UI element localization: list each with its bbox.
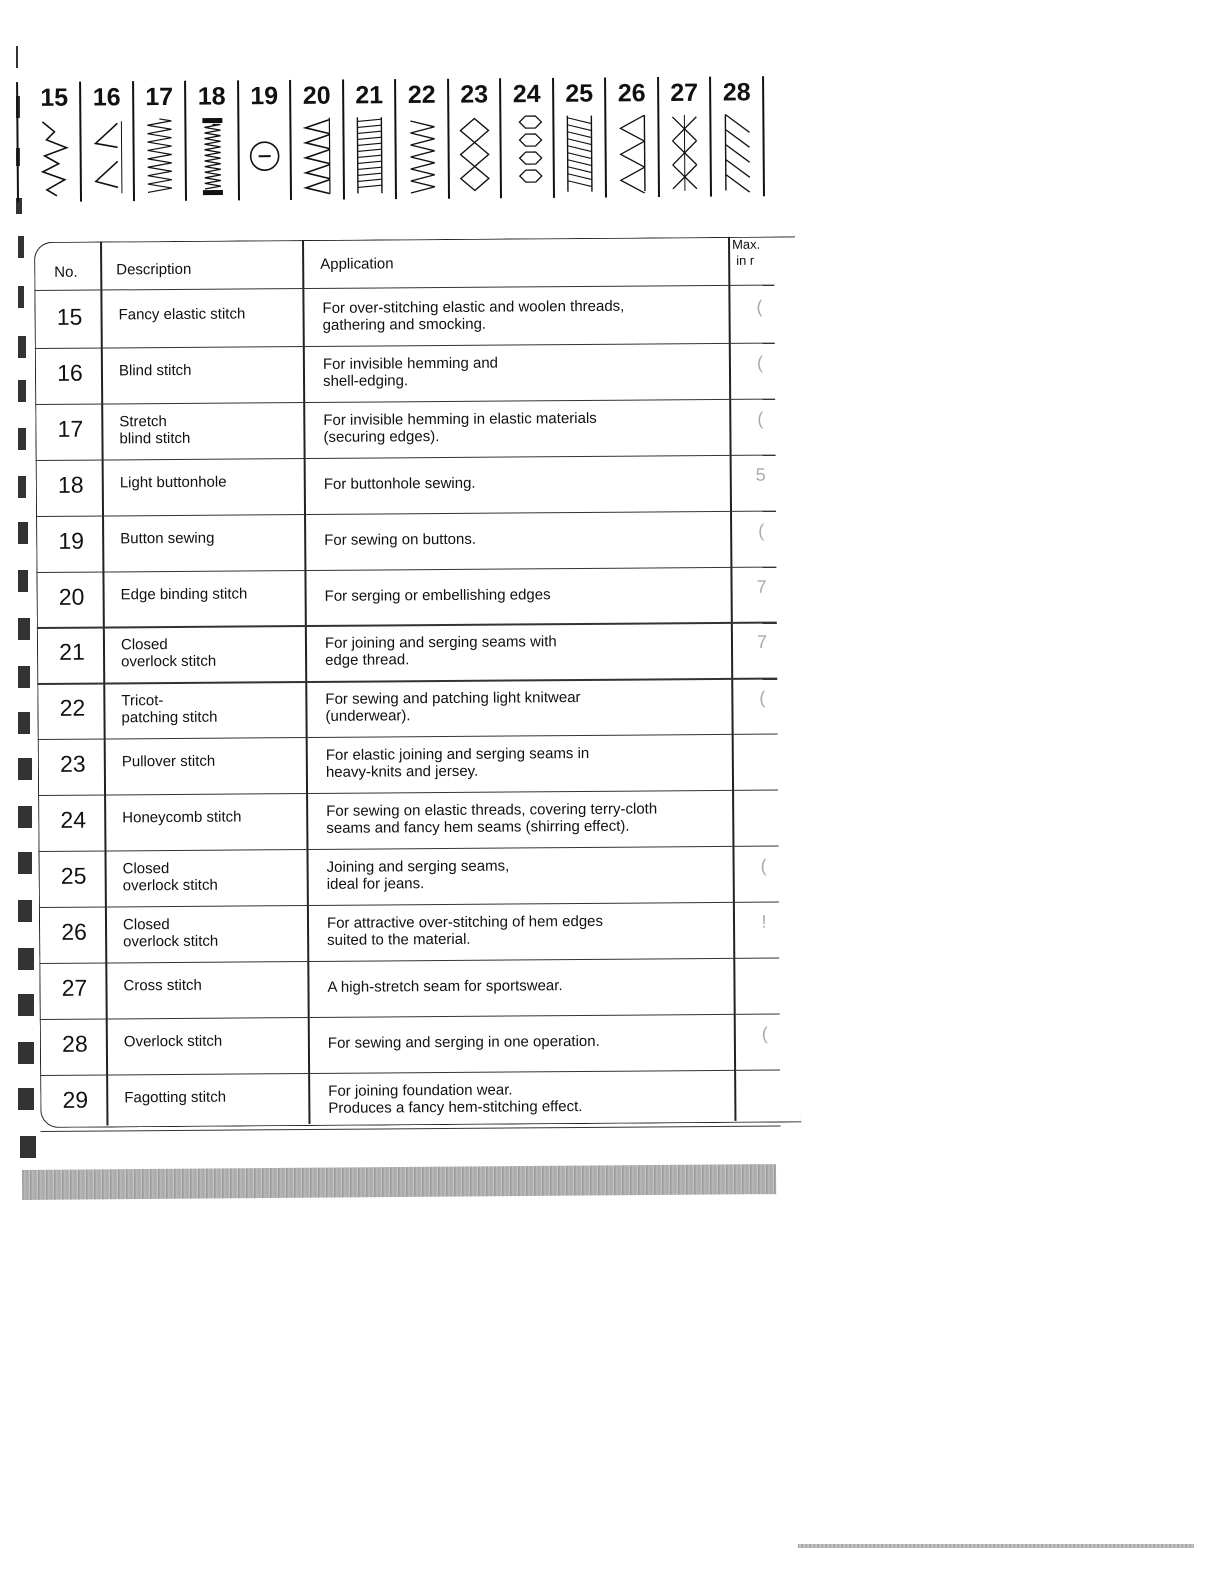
stitch-number: 28 <box>722 78 751 107</box>
stitch-description <box>121 635 301 670</box>
max-value: 5 <box>755 464 766 485</box>
header-no: No. <box>54 263 78 281</box>
stitch-number: 18 <box>197 82 226 111</box>
application-line: For buttonhole sewing. <box>323 474 476 493</box>
table-row <box>40 1069 780 1130</box>
description-line: Fancy elastic stitch <box>118 305 246 324</box>
stitch-description <box>118 305 298 323</box>
stitch-description <box>119 412 299 447</box>
stitch-number: 26 <box>617 79 646 108</box>
max-value: ! <box>761 911 767 932</box>
stitch-description <box>122 808 302 826</box>
description-line: overlock stitch <box>121 653 217 671</box>
stitch-description <box>121 691 301 726</box>
stitch-description <box>124 1032 304 1050</box>
stitch-header-col <box>395 71 448 201</box>
stitch-header-col <box>658 69 711 199</box>
table-row <box>36 510 776 571</box>
binding-mark <box>18 758 32 780</box>
stitch-pattern-icon <box>351 115 388 195</box>
stitch-description <box>123 915 303 950</box>
max-value: ( <box>756 352 763 373</box>
application-line: For attractive over-stitching of hem edges <box>326 912 604 932</box>
binding-mark <box>18 948 34 970</box>
application-line: suited to the material. <box>327 930 471 949</box>
binding-mark <box>16 46 18 68</box>
description-line: Pullover stitch <box>121 752 216 771</box>
stitch-application <box>324 472 744 492</box>
scan-edge-line <box>798 1544 1194 1548</box>
stitch-application <box>326 800 746 837</box>
stitch-number: 22 <box>407 80 436 110</box>
stitch-pattern-icon <box>666 113 703 193</box>
stitch-no: 22 <box>59 694 86 722</box>
table-row <box>38 734 778 795</box>
max-value: ( <box>758 520 765 541</box>
binding-mark <box>18 900 32 922</box>
stitch-pattern-icon <box>299 116 336 196</box>
stitch-pattern-icon <box>404 115 441 195</box>
stitch-description <box>124 1088 304 1106</box>
description-line: Fagotting stitch <box>124 1088 227 1106</box>
description-line: Light buttonhole <box>119 473 227 492</box>
stitch-application <box>325 632 745 669</box>
stitch-no: 20 <box>58 583 85 610</box>
stitch-number: 17 <box>145 82 174 112</box>
binding-mark <box>18 380 26 402</box>
stitch-number: 21 <box>355 81 384 110</box>
application-line: For joining and serging seams with <box>324 633 557 653</box>
stitch-application <box>326 744 746 781</box>
application-line: For serging or embellishing edges <box>324 585 551 605</box>
binding-mark <box>18 236 24 258</box>
stitch-pattern-icon <box>246 116 283 196</box>
max-value: ( <box>761 1023 768 1044</box>
max-value: ( <box>757 408 764 429</box>
description-line: Closed <box>120 636 168 654</box>
max-value: ( <box>759 687 766 708</box>
stitch-number: 24 <box>512 79 541 109</box>
stitch-table <box>34 235 780 1126</box>
binding-mark <box>18 1042 34 1064</box>
application-line: shell-edging. <box>322 372 409 390</box>
stitch-no: 26 <box>61 918 87 945</box>
application-line: (securing edges). <box>323 427 440 446</box>
stitch-number: 27 <box>670 78 699 107</box>
stitch-pattern-icon <box>509 114 546 194</box>
description-line: Overlock stitch <box>123 1032 223 1051</box>
stitch-pattern-icon <box>36 118 73 198</box>
table-row <box>34 287 774 348</box>
stitch-application <box>323 353 743 390</box>
table-row <box>37 678 777 739</box>
stitch-pattern-icon <box>89 117 126 197</box>
application-line: Produces a fancy hem-stitching effect. <box>328 1097 583 1117</box>
application-line: A high-stretch seam for sportswear. <box>327 976 563 996</box>
stitch-header-col <box>133 73 186 203</box>
stitch-number: 25 <box>565 79 594 108</box>
table-row <box>36 566 776 627</box>
stitch-header-col <box>710 68 763 198</box>
application-line: Joining and serging seams, <box>326 857 510 876</box>
stitch-application <box>322 297 742 334</box>
stitch-header-col <box>185 72 238 202</box>
stitch-number: 19 <box>250 82 279 111</box>
stitch-description <box>122 752 302 770</box>
application-line: seams and fancy hem seams (shirring effect). <box>326 817 630 837</box>
description-line: Closed <box>122 915 170 934</box>
application-line: ideal for jeans. <box>326 875 425 893</box>
binding-mark <box>18 476 26 498</box>
stitch-pattern-header <box>28 68 759 204</box>
binding-mark <box>18 1088 34 1110</box>
stitch-pattern-icon <box>141 117 178 197</box>
header-max-line1: Max. <box>731 236 761 252</box>
page-footer-band <box>22 1164 776 1200</box>
stitch-pattern-icon <box>719 112 756 192</box>
header-max-line2: in r <box>736 252 755 268</box>
table-row <box>38 790 778 851</box>
application-line: For sewing and serging in one operation. <box>327 1032 600 1052</box>
stitch-header-col <box>553 69 606 199</box>
stitch-number: 20 <box>302 81 331 110</box>
description-line: overlock stitch <box>123 932 219 951</box>
binding-mark <box>18 522 28 544</box>
stitch-no: 27 <box>61 974 88 1001</box>
stitch-application <box>323 409 743 446</box>
binding-mark <box>18 666 30 688</box>
stitch-pattern-icon <box>194 116 231 196</box>
column-separator <box>762 76 765 196</box>
stitch-description <box>123 859 303 894</box>
application-line: edge thread. <box>325 651 410 670</box>
binding-mark <box>18 428 26 450</box>
table-row <box>38 846 778 907</box>
stitch-application <box>328 1079 748 1116</box>
binding-mark <box>18 286 24 308</box>
stitch-header-col <box>605 69 658 199</box>
description-line: blind stitch <box>119 429 191 448</box>
table-row <box>39 957 779 1018</box>
stitch-no: 18 <box>57 471 84 498</box>
stitch-number: 23 <box>460 80 489 109</box>
description-line: Button sewing <box>120 529 215 547</box>
stitch-pattern-icon <box>614 113 651 193</box>
stitch-description <box>121 585 301 603</box>
stitch-no: 28 <box>61 1030 88 1057</box>
application-line: For elastic joining and serging seams in <box>325 745 590 765</box>
table-row <box>35 342 775 403</box>
application-line: For joining foundation wear. <box>328 1081 513 1100</box>
stitch-description <box>120 529 300 547</box>
stitch-description <box>123 976 303 994</box>
header-application: Application <box>320 255 394 273</box>
binding-mark <box>18 570 28 592</box>
table-row <box>37 622 777 683</box>
stitch-description <box>119 361 299 379</box>
stitch-no: 29 <box>62 1086 89 1113</box>
stitch-pattern-icon <box>561 114 598 194</box>
stitch-application <box>328 1031 748 1051</box>
stitch-application <box>327 912 747 949</box>
stitch-no: 17 <box>57 415 84 442</box>
application-line: (underwear). <box>325 707 411 726</box>
stitch-number: 16 <box>92 83 121 112</box>
description-line: overlock stitch <box>122 876 218 895</box>
description-line: Tricot- <box>121 692 164 710</box>
stitch-header-col <box>28 74 81 204</box>
description-line: Blind stitch <box>118 361 192 380</box>
stitch-no: 24 <box>60 806 87 833</box>
stitch-no: 16 <box>57 359 83 386</box>
stitch-no: 25 <box>60 862 87 889</box>
stitch-application <box>324 528 744 548</box>
application-line: For sewing and patching light knitwear <box>325 689 581 709</box>
application-line: For invisible hemming in elastic materials <box>323 409 597 429</box>
description-line: Stretch <box>119 412 167 431</box>
max-value: ( <box>756 296 763 317</box>
table-row <box>35 398 775 459</box>
binding-mark <box>18 336 26 358</box>
binding-mark <box>18 852 32 874</box>
stitch-pattern-icon <box>456 114 493 194</box>
application-line: For over-stitching elastic and woolen threads, <box>322 297 625 317</box>
description-line: patching stitch <box>121 708 218 727</box>
description-line: Cross stitch <box>123 976 202 995</box>
stitch-application <box>327 856 747 893</box>
stitch-application <box>327 976 747 996</box>
description-line: Closed <box>122 860 170 878</box>
max-value: 7 <box>756 576 767 597</box>
stitch-no: 21 <box>59 639 85 666</box>
stitch-description <box>120 473 300 491</box>
application-line: heavy-knits and jersey. <box>325 762 479 782</box>
stitch-application <box>325 688 745 725</box>
application-line: For sewing on buttons. <box>324 530 477 549</box>
stitch-header-col <box>290 72 343 202</box>
max-value: ( <box>760 855 767 876</box>
table-row <box>40 1013 780 1074</box>
stitch-header-col <box>238 72 291 202</box>
table-row <box>39 901 779 962</box>
application-line: For sewing on elastic threads, covering terry-cloth <box>326 800 658 820</box>
binding-mark <box>18 618 30 640</box>
stitch-no: 19 <box>58 527 85 554</box>
stitch-no: 15 <box>56 303 83 330</box>
header-description: Description <box>116 260 192 279</box>
max-value: 7 <box>756 632 768 653</box>
description-line: Edge binding stitch <box>120 584 248 603</box>
binding-mark <box>18 806 32 828</box>
stitch-header-col <box>80 73 133 203</box>
description-line: Honeycomb stitch <box>122 808 242 827</box>
stitch-no: 23 <box>59 750 86 778</box>
stitch-header-col <box>343 71 396 201</box>
stitch-number: 15 <box>40 83 69 112</box>
stitch-header-col <box>500 70 553 200</box>
stitch-application <box>325 584 745 604</box>
binding-mark <box>18 712 30 734</box>
table-row <box>36 454 776 515</box>
stitch-header-col <box>448 70 501 200</box>
binding-mark <box>20 1136 36 1158</box>
application-line: For invisible hemming and <box>322 354 499 373</box>
binding-mark <box>18 994 34 1016</box>
application-line: gathering and smocking. <box>322 315 487 334</box>
